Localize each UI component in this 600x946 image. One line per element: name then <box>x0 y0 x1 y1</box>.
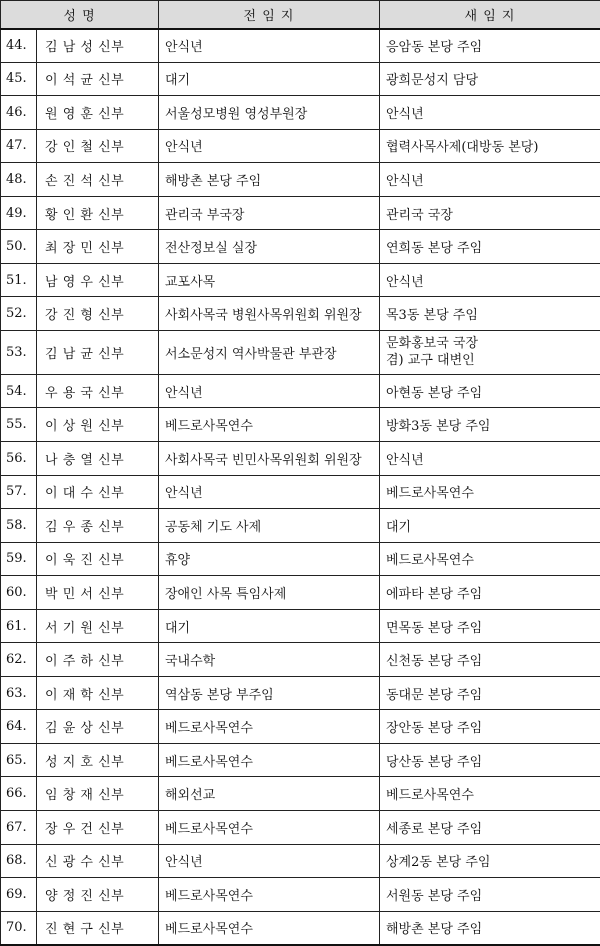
new-post: 연희동 본당 주임 <box>380 230 600 264</box>
new-post: 협력사목사제(대방동 본당) <box>380 129 600 163</box>
new-post: 에파타 본당 주임 <box>380 576 600 610</box>
row-number: 50. <box>1 230 37 264</box>
new-post: 면목동 본당 주임 <box>380 609 600 643</box>
previous-post: 베드로사목연수 <box>159 743 380 777</box>
previous-post: 국내수학 <box>159 643 380 677</box>
priest-name: 남 영 우 신부 <box>37 263 159 297</box>
priest-name: 김 우 종 신부 <box>37 509 159 543</box>
priest-name: 우 용 국 신부 <box>37 374 159 408</box>
new-post: 응암동 본당 주임 <box>380 29 600 63</box>
table-row <box>1 96 600 130</box>
priest-name: 이 욱 진 신부 <box>37 542 159 576</box>
row-number: 59. <box>1 542 37 576</box>
priest-name: 신 광 수 신부 <box>37 844 159 878</box>
header-new-post: 새 임 지 <box>380 1 600 29</box>
row-number: 68. <box>1 844 37 878</box>
row-number: 67. <box>1 811 37 845</box>
priest-name: 김 남 성 신부 <box>37 29 159 63</box>
new-post: 장안동 본당 주임 <box>380 710 600 744</box>
table-row <box>1 62 600 96</box>
previous-post: 전산정보실 실장 <box>159 230 380 264</box>
table-row <box>1 777 600 811</box>
priest-name: 장 우 건 신부 <box>37 811 159 845</box>
header-row <box>1 1 600 29</box>
previous-post: 관리국 부국장 <box>159 196 380 230</box>
row-number: 69. <box>1 878 37 912</box>
priest-name: 손 진 석 신부 <box>37 163 159 197</box>
previous-post: 역삼동 본당 부주임 <box>159 676 380 710</box>
row-number: 48. <box>1 163 37 197</box>
table-row <box>1 609 600 643</box>
priest-name: 나 충 열 신부 <box>37 442 159 476</box>
previous-post: 안식년 <box>159 475 380 509</box>
previous-post: 베드로사목연수 <box>159 710 380 744</box>
previous-post: 서소문성지 역사박물관 부관장 <box>159 330 380 374</box>
row-number: 55. <box>1 408 37 442</box>
row-number: 53. <box>1 330 37 374</box>
table-row <box>1 442 600 476</box>
table-row <box>1 811 600 845</box>
row-number: 49. <box>1 196 37 230</box>
row-number: 46. <box>1 96 37 130</box>
table-row <box>1 230 600 264</box>
row-number: 51. <box>1 263 37 297</box>
previous-post: 대기 <box>159 62 380 96</box>
new-post: 안식년 <box>380 263 600 297</box>
row-number: 57. <box>1 475 37 509</box>
row-number: 45. <box>1 62 37 96</box>
row-number: 54. <box>1 374 37 408</box>
previous-post: 해외선교 <box>159 777 380 811</box>
new-post: 세종로 본당 주임 <box>380 811 600 845</box>
previous-post: 교포사목 <box>159 263 380 297</box>
table-row <box>1 330 600 374</box>
table-row <box>1 844 600 878</box>
table-row <box>1 297 600 331</box>
table-row <box>1 743 600 777</box>
new-post: 당산동 본당 주임 <box>380 743 600 777</box>
table-row <box>1 576 600 610</box>
priest-name: 이 주 하 신부 <box>37 643 159 677</box>
previous-post: 베드로사목연수 <box>159 911 380 945</box>
previous-post: 안식년 <box>159 844 380 878</box>
previous-post: 공동체 기도 사제 <box>159 509 380 543</box>
previous-post: 베드로사목연수 <box>159 878 380 912</box>
row-number: 63. <box>1 676 37 710</box>
header-previous-post: 전 임 지 <box>159 1 380 29</box>
previous-post: 안식년 <box>159 129 380 163</box>
new-post <box>380 330 600 374</box>
new-post: 안식년 <box>380 163 600 197</box>
previous-post: 장애인 사목 특임사제 <box>159 576 380 610</box>
new-post: 신천동 본당 주임 <box>380 643 600 677</box>
table-header <box>1 1 600 29</box>
new-post-line-1: 문화홍보국 국장 <box>386 336 479 352</box>
row-number: 64. <box>1 710 37 744</box>
previous-post: 대기 <box>159 609 380 643</box>
row-number: 70. <box>1 911 37 945</box>
new-post: 동대문 본당 주임 <box>380 676 600 710</box>
table-row <box>1 509 600 543</box>
row-number: 65. <box>1 743 37 777</box>
row-number: 66. <box>1 777 37 811</box>
table-row <box>1 408 600 442</box>
new-post: 베드로사목연수 <box>380 777 600 811</box>
row-number: 47. <box>1 129 37 163</box>
new-post: 관리국 국장 <box>380 196 600 230</box>
row-number: 61. <box>1 609 37 643</box>
priest-name: 박 민 서 신부 <box>37 576 159 610</box>
new-post: 베드로사목연수 <box>380 542 600 576</box>
table-row <box>1 29 600 63</box>
priest-name: 강 진 형 신부 <box>37 297 159 331</box>
priest-name: 이 재 학 신부 <box>37 676 159 710</box>
previous-post: 안식년 <box>159 374 380 408</box>
row-number: 60. <box>1 576 37 610</box>
table-row <box>1 911 600 945</box>
table-row <box>1 196 600 230</box>
table-row <box>1 676 600 710</box>
row-number: 44. <box>1 29 37 63</box>
priest-name: 진 현 구 신부 <box>37 911 159 945</box>
new-post-line-2: 겸) 교구 대변인 <box>386 353 475 369</box>
priest-name: 황 인 환 신부 <box>37 196 159 230</box>
previous-post: 베드로사목연수 <box>159 811 380 845</box>
priest-name: 이 대 수 신부 <box>37 475 159 509</box>
row-number: 62. <box>1 643 37 677</box>
priest-name: 성 지 호 신부 <box>37 743 159 777</box>
new-post: 대기 <box>380 509 600 543</box>
priest-name: 양 정 진 신부 <box>37 878 159 912</box>
row-number: 52. <box>1 297 37 331</box>
new-post: 아현동 본당 주임 <box>380 374 600 408</box>
header-name: 성 명 <box>1 1 159 29</box>
table-row <box>1 129 600 163</box>
priest-name: 서 기 원 신부 <box>37 609 159 643</box>
new-post: 방화3동 본당 주임 <box>380 408 600 442</box>
priest-name: 원 영 훈 신부 <box>37 96 159 130</box>
row-number: 56. <box>1 442 37 476</box>
table-row <box>1 475 600 509</box>
new-post: 안식년 <box>380 96 600 130</box>
new-post: 서원동 본당 주임 <box>380 878 600 912</box>
previous-post: 사회사목국 병원사목위원회 위원장 <box>159 297 380 331</box>
priest-name: 최 장 민 신부 <box>37 230 159 264</box>
new-post: 해방촌 본당 주임 <box>380 911 600 945</box>
new-post: 상계2동 본당 주임 <box>380 844 600 878</box>
table-row <box>1 263 600 297</box>
table-row <box>1 643 600 677</box>
priest-name: 임 창 재 신부 <box>37 777 159 811</box>
previous-post: 서울성모병원 영성부원장 <box>159 96 380 130</box>
table-row <box>1 542 600 576</box>
table-row <box>1 710 600 744</box>
row-number: 58. <box>1 509 37 543</box>
previous-post: 사회사목국 빈민사목위원회 위원장 <box>159 442 380 476</box>
new-post: 목3동 본당 주임 <box>380 297 600 331</box>
priest-name: 강 인 철 신부 <box>37 129 159 163</box>
table-row <box>1 374 600 408</box>
previous-post: 안식년 <box>159 29 380 63</box>
priest-name: 김 남 균 신부 <box>37 330 159 374</box>
priest-name: 이 상 원 신부 <box>37 408 159 442</box>
previous-post: 베드로사목연수 <box>159 408 380 442</box>
previous-post: 휴양 <box>159 542 380 576</box>
priest-name: 이 석 균 신부 <box>37 62 159 96</box>
table-row <box>1 163 600 197</box>
previous-post: 해방촌 본당 주임 <box>159 163 380 197</box>
new-post: 광희문성지 담당 <box>380 62 600 96</box>
priest-name: 김 윤 상 신부 <box>37 710 159 744</box>
table-row <box>1 878 600 912</box>
new-post: 안식년 <box>380 442 600 476</box>
table-body <box>1 29 600 946</box>
new-post: 베드로사목연수 <box>380 475 600 509</box>
